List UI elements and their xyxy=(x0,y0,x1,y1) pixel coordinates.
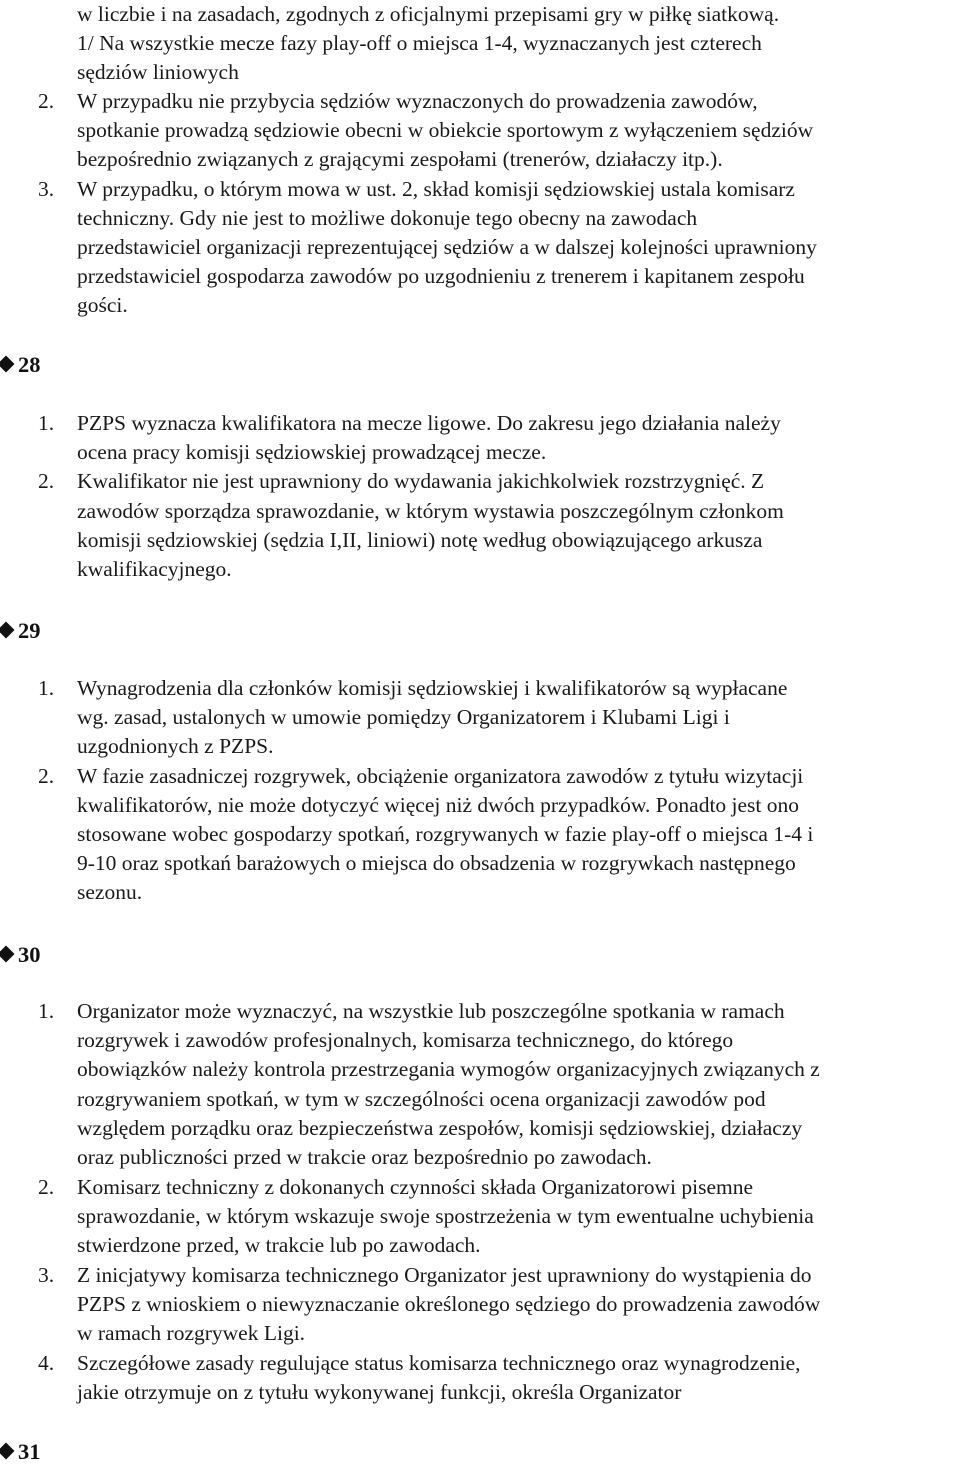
list-number: 2. xyxy=(38,764,55,788)
list-number: 2. xyxy=(38,89,55,113)
list-number: 2. xyxy=(38,469,55,493)
diamond-bullet-icon xyxy=(0,356,14,373)
diamond-bullet-icon xyxy=(0,1443,14,1460)
section-heading-28: 28 xyxy=(0,350,41,379)
list-number: 3. xyxy=(38,1263,55,1287)
section-heading-29: 29 xyxy=(0,616,41,645)
list-number: 3. xyxy=(38,177,55,201)
list-number: 2. xyxy=(38,1175,55,1199)
diamond-bullet-icon xyxy=(0,622,14,639)
section-heading-30: 30 xyxy=(0,940,41,969)
list-number: 1. xyxy=(38,676,55,700)
diamond-bullet-icon xyxy=(0,946,14,963)
section-heading-31: 31 xyxy=(0,1437,41,1466)
list-number: 4. xyxy=(38,1351,55,1375)
document-page: w liczbie i na zasadach, zgodnych z oficjalnymi przepisami gry w piłkę siatkową. 1/ Na wszystkie mecze fazy play-off o miejsca 1-4, wyznaczanych jest czterech sędziów liniowych 2. W przypadku nie przybycia sędziów wyznaczonych do prowadzenia zawodów, spotkanie prowadzą sędziowie obecni w obiekcie sportowym z wyłączeniem sędziów bezpośrednio związanych z grającymi zespołami (trenerów, działaczy itp.). 3. W przypadku, o którym mowa w ust. 2, skład komisji sędziowskiej ustala komisarz techniczny. Gdy nie jest to możliwe dokonuje tego obecny na zawodach przedstawiciel organizacji reprezentującej sędziów a w dalszej kolejności uprawniony przedstawiciel gospodarza zawodów po uzgodnieniu z trenerem i kapitanem zespołu gości. 28 1. PZPS wyznacza kwalifikatora na mecze ligowe. Do zakresu jego działania należy ocena pracy komisji sędziowskiej prowadzącej mecze. 2. Kwalifikator nie jest uprawniony do wydawania jakichkolwiek rozstrzygnięć. Z zawodów sporządza sprawozdanie, w którym wystawia poszczególnym członkom komisji sędziowskiej (sędzia I,II, liniowi) notę według obowiązującego arkusza kwalifikacyjnego. 29 1. Wynagrodzenia dla członków komisji sędziowskiej i kwalifikatorów są wypłacane wg. zasad, ustalonych w umowie pomiędzy Organizatorem i Klubami Ligi i uzgodnionych z PZPS. 2. W fazie zasadniczej rozgrywek, obciążenie organizatora zawodów z tytułu wizytacji kwalifikatorów, nie może dotyczyć więcej niż dwóch przypadków. Ponadto jest ono stosowane wobec gospodarzy spotkań, rozgrywanych w fazie play-off o miejsca 1-4 i 9-10 oraz spotkań barażowych o miejsca do obsadzenia w rozgrywkach następnego sezonu. 30 1. Organizator może wyznaczyć, na wszystkie lub poszczególne spotkania w ramach rozgrywek i zawodów profesjonalnych, komisarza technicznego, do którego obowiązków należy kontrola przestrzegania wymogów organizacyjnych związanych z rozgrywaniem spotkań, w tym w szczególności ocena organizacji zawodów pod względem porządku oraz bezpieczeństwa zespołów, komisji sędziowskiej, działaczy oraz publiczności przed w trakcie oraz bezpośrednio po zawodach. 2. Komisarz techniczny z dokonanych czynności składa Organizatorowi pisemne sprawozdanie, w którym wskazuje swoje spostrzeżenia w tym ewentualne uchybienia stwierdzone przed, w trakcie lub po zawodach. 3. Z inicjatywy komisarza technicznego Organizator jest uprawniony do wystąpienia do PZPS z wnioskiem o niewyznaczanie określonego sędziego do prowadzenia zawodów w ramach rozgrywek Ligi. 4. Szczegółowe zasady regulujące status komisarza technicznego oraz wynagrodzenie, jakie otrzymuje on z tytułu wykonywanej funkcji, określa Organizator 31 xyxy=(0,0,960,1467)
list-number: 1. xyxy=(38,999,55,1023)
list-number: 1. xyxy=(38,411,55,435)
